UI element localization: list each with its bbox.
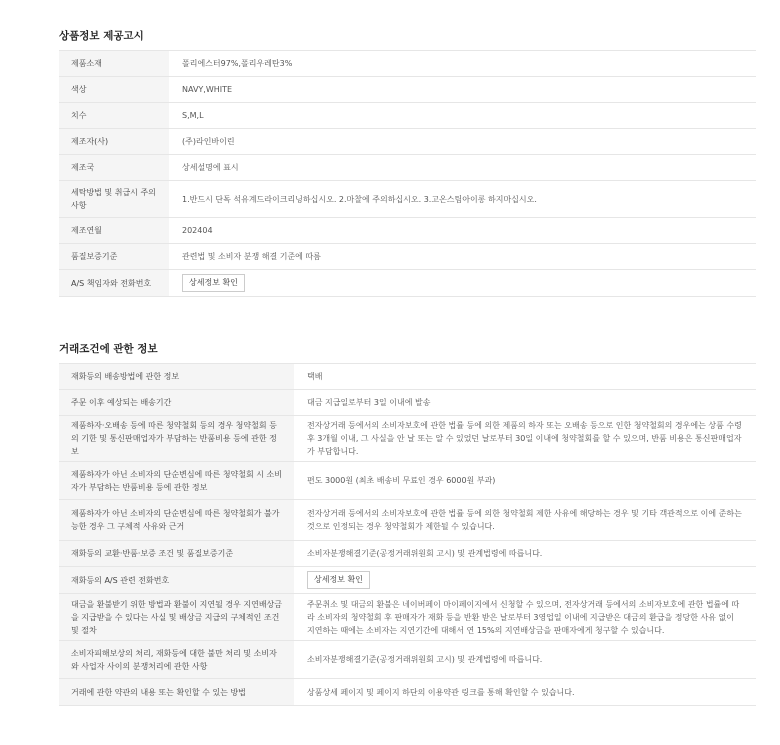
table-row: [59, 244, 756, 270]
row-value: [294, 567, 756, 594]
table-row: [59, 181, 756, 218]
product-info-title: 상품정보 제공고시: [59, 30, 144, 42]
row-value: 소비자분쟁해결기준(공정거래위원회 고시) 및 관계법령에 따릅니다.: [294, 541, 756, 567]
row-value: (주)라인바이린: [169, 129, 756, 155]
row-label: 대금을 환불받기 위한 방법과 환불이 지연될 경우 지연배상금을 지급받을 수 있다는 사실 및 배상금 지급의 구체적인 조건 및 절차: [59, 594, 294, 641]
row-label: 제조국: [59, 155, 169, 181]
trade-terms-table: [59, 363, 756, 706]
row-value: 택배: [294, 364, 756, 390]
row-value: 전자상거래 등에서의 소비자보호에 관한 법률 등에 의한 제품의 하자 또는 오배송 등으로 인한 청약철회의 경우에는 상품 수령 후 3개월 이내, 그 사실을 안 날 또는 알 수 있었던 날로부터 30일 이내에 청약철회를 할 수 있으며, 반품 비용은 통신판매업자가 부담합니다.: [294, 416, 756, 462]
row-value: 편도 3000원 (최초 배송비 무료인 경우 6000원 부과): [294, 462, 756, 500]
row-label: 품질보증기준: [59, 244, 169, 270]
table-row: [59, 679, 756, 706]
row-label: 제품하자가 아닌 소비자의 단순변심에 따른 청약철회 시 소비자가 부담하는 반품비용 등에 관한 정보: [59, 462, 294, 500]
table-row: [59, 594, 756, 641]
row-label: 재화등의 배송방법에 관한 정보: [59, 364, 294, 390]
row-value: 주문취소 및 대금의 환불은 네이버페이 마이페이지에서 신청할 수 있으며, 전자상거래 등에서의 소비자보호에 관한 법률에 따라 소비자의 청약철회 후 판매자가 재화 등을 반환 받은 날로부터 3영업일 이내에 지급받은 대금의 환급을 정당한 사유 없이 지연하는 때에는 소비자는 지연기간에 대해서 연 15%의 지연배상금을 판매자에게 청구할 수 있습니다.: [294, 594, 756, 641]
row-label: A/S 책임자와 전화번호: [59, 270, 169, 297]
table-row: [59, 270, 756, 297]
row-label: 제품하자·오배송 등에 따른 청약철회 등의 경우 청약철회 등의 기한 및 통신판매업자가 부담하는 반품비용 등에 관한 정보: [59, 416, 294, 462]
row-label: 소비자피해보상의 처리, 재화등에 대한 불만 처리 및 소비자와 사업자 사이의 분쟁처리에 관한 사항: [59, 641, 294, 679]
detail-info-button[interactable]: 상세정보 확인: [307, 571, 370, 589]
row-value: 대금 지급일로부터 3일 이내에 발송: [294, 390, 756, 416]
row-value: 관련법 및 소비자 분쟁 해결 기준에 따름: [169, 244, 756, 270]
table-row: [59, 129, 756, 155]
table-row: [59, 103, 756, 129]
row-value: 202404: [169, 218, 756, 244]
row-value: 전자상거래 등에서의 소비자보호에 관한 법률 등에 의한 청약철회 제한 사유에 해당하는 경우 및 기타 객관적으로 이에 준하는 것으로 인정되는 경우 청약철회가 제한될 수 있습니다.: [294, 500, 756, 541]
row-label: 색상: [59, 77, 169, 103]
row-label: 제조자(사): [59, 129, 169, 155]
row-value: 상품상세 페이지 및 페이지 하단의 이용약관 링크를 통해 확인할 수 있습니다.: [294, 679, 756, 706]
row-value: 소비자분쟁해결기준(공정거래위원회 고시) 및 관계법령에 따릅니다.: [294, 641, 756, 679]
table-row: [59, 462, 756, 500]
row-label: 거래에 관한 약관의 내용 또는 확인할 수 있는 방법: [59, 679, 294, 706]
table-row: [59, 567, 756, 594]
row-label: 제조연월: [59, 218, 169, 244]
table-row: [59, 500, 756, 541]
detail-info-button[interactable]: 상세정보 확인: [182, 274, 245, 292]
row-label: 제품소재: [59, 51, 169, 77]
table-row: [59, 541, 756, 567]
row-value: 폴리에스터97%,폴리우레탄3%: [169, 51, 756, 77]
row-label: 치수: [59, 103, 169, 129]
table-row: [59, 364, 756, 390]
table-row: [59, 77, 756, 103]
table-row: [59, 51, 756, 77]
table-row: [59, 390, 756, 416]
row-label: 재화등의 교환·반품·보증 조건 및 품질보증기준: [59, 541, 294, 567]
table-row: [59, 218, 756, 244]
row-value: S,M,L: [169, 103, 756, 129]
row-value: 1.반드시 단독 석유계드라이크리닝하십시오. 2.마찰에 주의하십시오. 3.고온스팀아이롱 하지마십시오.: [169, 181, 756, 218]
row-label: 제품하자가 아닌 소비자의 단순변심에 따른 청약철회가 불가능한 경우 그 구체적 사유와 근거: [59, 500, 294, 541]
row-value: 상세설명에 표시: [169, 155, 756, 181]
row-value: NAVY,WHITE: [169, 77, 756, 103]
trade-terms-title: 거래조건에 관한 정보: [59, 343, 158, 355]
table-row: [59, 641, 756, 679]
row-label: 재화등의 A/S 관련 전화번호: [59, 567, 294, 594]
row-label: 주문 이후 예상되는 배송기간: [59, 390, 294, 416]
table-row: [59, 416, 756, 462]
row-value: [169, 270, 756, 297]
table-row: [59, 155, 756, 181]
product-info-table: [59, 50, 756, 297]
row-label: 세탁방법 및 취급시 주의사항: [59, 181, 169, 218]
